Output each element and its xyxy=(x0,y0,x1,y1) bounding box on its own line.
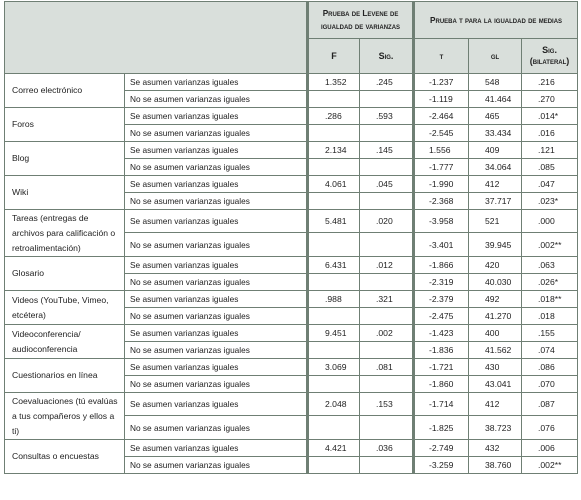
sig-value-empty xyxy=(360,274,414,291)
ttest-header: Prueba t para la igualdad de medias xyxy=(414,2,578,39)
condition-label: Se asumen varianzas iguales xyxy=(125,291,308,308)
gl-value: 43.041 xyxy=(469,376,522,393)
gl-value: 400 xyxy=(469,325,522,342)
sig-value-empty xyxy=(360,159,414,176)
t-value: 1.556 xyxy=(414,142,469,159)
condition-label: No se asumen varianzas iguales xyxy=(125,91,308,108)
condition-label: Se asumen varianzas iguales xyxy=(125,108,308,125)
condition-label: No se asumen varianzas iguales xyxy=(125,457,308,474)
table-row xyxy=(5,359,578,376)
gl-value: 430 xyxy=(469,359,522,376)
test-name: Glosario xyxy=(5,257,125,291)
sig-value-empty xyxy=(360,308,414,325)
f-value-empty xyxy=(308,457,360,474)
gl-value: 409 xyxy=(469,142,522,159)
gl-value: 412 xyxy=(469,393,522,416)
condition-label: No se asumen varianzas iguales xyxy=(125,376,308,393)
sig-bilateral-value: .002** xyxy=(522,457,578,474)
sig-value-empty xyxy=(360,193,414,210)
sig-value: .145 xyxy=(360,142,414,159)
condition-label: No se asumen varianzas iguales xyxy=(125,308,308,325)
f-value: 2.048 xyxy=(308,393,360,416)
col-sig-header: Sig. xyxy=(360,39,414,74)
table-row xyxy=(5,74,578,91)
t-value: -2.545 xyxy=(414,125,469,142)
test-name: Consultas o encuestas xyxy=(5,440,125,474)
gl-value: 41.562 xyxy=(469,342,522,359)
gl-value: 41.464 xyxy=(469,91,522,108)
f-value-empty xyxy=(308,193,360,210)
col-f-header: F xyxy=(308,39,360,74)
f-value-empty xyxy=(308,416,360,440)
test-name: Wiki xyxy=(5,176,125,210)
condition-label: No se asumen varianzas iguales xyxy=(125,159,308,176)
gl-value: 37.717 xyxy=(469,193,522,210)
sig-bilateral-value: .006 xyxy=(522,440,578,457)
gl-value: 465 xyxy=(469,108,522,125)
t-value: -1.990 xyxy=(414,176,469,193)
gl-value: 548 xyxy=(469,74,522,91)
gl-value: 420 xyxy=(469,257,522,274)
sig-bilateral-value: .076 xyxy=(522,416,578,440)
gl-value: 38.760 xyxy=(469,457,522,474)
levene-header: Prueba de Levene de igualdad de varianzas xyxy=(308,2,414,39)
gl-value: 492 xyxy=(469,291,522,308)
t-value: -3.401 xyxy=(414,233,469,257)
sig-value-empty xyxy=(360,416,414,440)
t-value: -3.259 xyxy=(414,457,469,474)
sig-value: .012 xyxy=(360,257,414,274)
sig-value: .153 xyxy=(360,393,414,416)
t-value: -2.749 xyxy=(414,440,469,457)
f-value-empty xyxy=(308,376,360,393)
table-row xyxy=(5,440,578,457)
t-value: -1.714 xyxy=(414,393,469,416)
table-row xyxy=(5,210,578,233)
f-value-empty xyxy=(308,91,360,108)
condition-label: No se asumen varianzas iguales xyxy=(125,125,308,142)
condition-label: No se asumen varianzas iguales xyxy=(125,416,308,440)
table-row xyxy=(5,325,578,342)
t-value: -3.958 xyxy=(414,210,469,233)
condition-label: No se asumen varianzas iguales xyxy=(125,342,308,359)
sig-value: .002 xyxy=(360,325,414,342)
sig-value: .036 xyxy=(360,440,414,457)
test-name: Correo electrónico xyxy=(5,74,125,108)
col-sig-bilateral-header: Sig. (bilateral) xyxy=(522,39,578,74)
f-value: 4.421 xyxy=(308,440,360,457)
header-blank-cell xyxy=(5,2,308,74)
condition-label: No se asumen varianzas iguales xyxy=(125,274,308,291)
table-body xyxy=(5,74,578,474)
sig-bilateral-value: .270 xyxy=(522,91,578,108)
gl-value: 432 xyxy=(469,440,522,457)
sig-value: .081 xyxy=(360,359,414,376)
gl-value: 38.723 xyxy=(469,416,522,440)
sig-value-empty xyxy=(360,376,414,393)
table-row xyxy=(5,291,578,308)
gl-value: 41.270 xyxy=(469,308,522,325)
condition-label: Se asumen varianzas iguales xyxy=(125,176,308,193)
gl-value: 412 xyxy=(469,176,522,193)
sig-value-empty xyxy=(360,125,414,142)
condition-label: Se asumen varianzas iguales xyxy=(125,257,308,274)
condition-label: No se asumen varianzas iguales xyxy=(125,233,308,257)
f-value: 6.431 xyxy=(308,257,360,274)
f-value-empty xyxy=(308,233,360,257)
t-value: -1.777 xyxy=(414,159,469,176)
sig-bilateral-value: .018** xyxy=(522,291,578,308)
t-value: -1.836 xyxy=(414,342,469,359)
t-value: -1.825 xyxy=(414,416,469,440)
test-name: Videos (YouTube, Vimeo, etcétera) xyxy=(5,291,125,325)
condition-label: Se asumen varianzas iguales xyxy=(125,142,308,159)
table-row xyxy=(5,257,578,274)
sig-bilateral-value: .016 xyxy=(522,125,578,142)
sig-bilateral-value: .018 xyxy=(522,308,578,325)
sig-bilateral-value: .155 xyxy=(522,325,578,342)
col-t-header: t xyxy=(414,39,469,74)
f-value-empty xyxy=(308,274,360,291)
sig-bilateral-value: .014* xyxy=(522,108,578,125)
sig-bilateral-value: .002** xyxy=(522,233,578,257)
sig-bilateral-value: .121 xyxy=(522,142,578,159)
table-row xyxy=(5,176,578,193)
gl-value: 34.064 xyxy=(469,159,522,176)
condition-label: Se asumen varianzas iguales xyxy=(125,325,308,342)
sig-bilateral-value: .023* xyxy=(522,193,578,210)
condition-label: No se asumen varianzas iguales xyxy=(125,193,308,210)
test-name: Tareas (entregas de archivos para calificación o retroalimentación) xyxy=(5,210,125,257)
t-value: -1.119 xyxy=(414,91,469,108)
test-name: Foros xyxy=(5,108,125,142)
sig-bilateral-value: .070 xyxy=(522,376,578,393)
sig-value-empty xyxy=(360,233,414,257)
gl-value: 521 xyxy=(469,210,522,233)
gl-value: 39.945 xyxy=(469,233,522,257)
t-value: -2.464 xyxy=(414,108,469,125)
t-value: -1.423 xyxy=(414,325,469,342)
f-value: 9.451 xyxy=(308,325,360,342)
sig-bilateral-value: .000 xyxy=(522,210,578,233)
f-value: 1.352 xyxy=(308,74,360,91)
sig-value: .593 xyxy=(360,108,414,125)
col-gl-header: gl xyxy=(469,39,522,74)
sig-bilateral-value: .085 xyxy=(522,159,578,176)
table-row xyxy=(5,142,578,159)
condition-label: Se asumen varianzas iguales xyxy=(125,74,308,91)
sig-value: .020 xyxy=(360,210,414,233)
levene-ttest-table xyxy=(4,1,578,474)
table-header xyxy=(5,2,578,74)
test-name: Blog xyxy=(5,142,125,176)
f-value: 3.069 xyxy=(308,359,360,376)
sig-bilateral-value: .216 xyxy=(522,74,578,91)
sig-value: .245 xyxy=(360,74,414,91)
sig-bilateral-value: .087 xyxy=(522,393,578,416)
test-name: Videoconferencia/ audioconferencia xyxy=(5,325,125,359)
t-value: -1.237 xyxy=(414,74,469,91)
f-value-empty xyxy=(308,342,360,359)
t-value: -1.866 xyxy=(414,257,469,274)
condition-label: Se asumen varianzas iguales xyxy=(125,210,308,233)
f-value-empty xyxy=(308,125,360,142)
gl-value: 40.030 xyxy=(469,274,522,291)
condition-label: Se asumen varianzas iguales xyxy=(125,359,308,376)
f-value: .286 xyxy=(308,108,360,125)
t-value: -2.475 xyxy=(414,308,469,325)
t-value: -2.368 xyxy=(414,193,469,210)
sig-bilateral-value: .026* xyxy=(522,274,578,291)
f-value: 4.061 xyxy=(308,176,360,193)
test-name: Cuestionarios en línea xyxy=(5,359,125,393)
sig-value-empty xyxy=(360,342,414,359)
t-value: -1.721 xyxy=(414,359,469,376)
sig-bilateral-value: .047 xyxy=(522,176,578,193)
gl-value: 33.434 xyxy=(469,125,522,142)
sig-bilateral-value: .063 xyxy=(522,257,578,274)
f-value: .988 xyxy=(308,291,360,308)
f-value: 2.134 xyxy=(308,142,360,159)
t-value: -2.379 xyxy=(414,291,469,308)
sig-value-empty xyxy=(360,457,414,474)
sig-value: .045 xyxy=(360,176,414,193)
sig-value-empty xyxy=(360,91,414,108)
table-row xyxy=(5,393,578,416)
f-value-empty xyxy=(308,159,360,176)
sig-value: .321 xyxy=(360,291,414,308)
sig-bilateral-value: .074 xyxy=(522,342,578,359)
f-value: 5.481 xyxy=(308,210,360,233)
condition-label: Se asumen varianzas iguales xyxy=(125,393,308,416)
t-value: -2.319 xyxy=(414,274,469,291)
test-name: Coevaluaciones (tú evalúas a tus compañeros y ellos a ti) xyxy=(5,393,125,440)
t-value: -1.860 xyxy=(414,376,469,393)
condition-label: Se asumen varianzas iguales xyxy=(125,440,308,457)
sig-bilateral-value: .086 xyxy=(522,359,578,376)
table-row xyxy=(5,108,578,125)
f-value-empty xyxy=(308,308,360,325)
